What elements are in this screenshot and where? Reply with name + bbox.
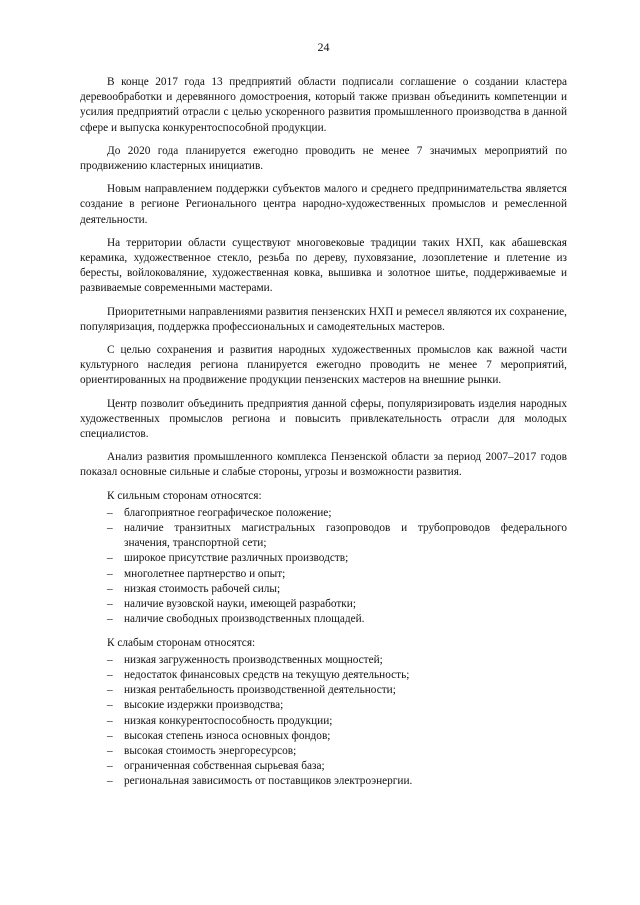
document-page — [80, 0, 567, 798]
list-item: – наличие транзитных магистральных газопроводов и трубопроводов федерального значения, транспортной сети; — [107, 522, 567, 550]
list-item: – недостаток финансовых средств на текущую деятельность; — [80, 668, 567, 683]
paragraph-center-goals: Центр позволит объединить предприятия данной сферы, популяризировать изделия народных художественных промыслов региона и повысить привлекательность отрасли для молодых специалистов. — [80, 397, 567, 441]
list-item: – благоприятное географическое положение; — [80, 506, 567, 521]
list-item: – наличие свободных производственных площадей. — [80, 612, 567, 627]
dash-marker: – — [107, 613, 113, 626]
dash-marker: – — [107, 582, 113, 595]
list-item: – широкое присутствие различных производств; — [80, 551, 567, 566]
paragraph-priorities: Приоритетными направлениями развития пензенских НХП и ремесел являются их сохранение, популяризация, поддержка профессиональных и самодеятельных мастеров. — [80, 305, 567, 333]
list-item: – наличие вузовской науки, имеющей разработки; — [80, 597, 567, 612]
list-item: – многолетнее партнерство и опыт; — [80, 567, 567, 582]
dash-marker: – — [107, 760, 113, 773]
dash-marker: – — [107, 729, 113, 742]
list-item: – высокая стоимость энергоресурсов; — [80, 744, 567, 759]
strengths-heading: К сильным сторонам относятся: — [107, 489, 262, 502]
dash-marker: – — [107, 684, 113, 697]
paragraph-analysis: Анализ развития промышленного комплекса Пензенской области за период 2007–2017 годов показал основные сильные и слабые стороны, угрозы и возможности развития. — [80, 451, 567, 479]
paragraph-preservation: С целью сохранения и развития народных художественных промыслов как важной части культурного наследия региона планируется ежегодно проводить не менее 7 мероприятий, ориентированных на продвижение продукции пензенских мастеров на внешние рынки. — [80, 344, 567, 387]
list-item: – ограниченная собственная сырьевая база; — [80, 759, 567, 774]
dash-marker: – — [107, 506, 113, 519]
paragraph-cluster-events: До 2020 года планируется ежегодно проводить не менее 7 значимых мероприятий по продвижению кластерных инициатив. — [80, 144, 567, 173]
list-item: – низкая рентабельность производственной деятельности; — [80, 683, 567, 698]
dash-marker: – — [107, 653, 113, 666]
dash-marker: – — [107, 699, 113, 712]
list-item: – низкая стоимость рабочей силы; — [80, 582, 567, 597]
list-item: – региональная зависимость от поставщиков электроэнергии. — [80, 774, 567, 789]
paragraph-cluster-agreement: В конце 2017 года 13 предприятий области подписали соглашение о создании кластера деревообработки и деревянного домостроения, который также призван объединить компетенции и усилия предприятий отрасли с целью ускоренного развития промышленного производства в данной сфере и выпуска конкурентоспособной продукции. — [80, 76, 567, 134]
dash-marker: – — [107, 598, 113, 611]
list-item: – низкая конкурентоспособность продукции; — [80, 714, 567, 729]
paragraph-regional-center: Новым направлением поддержки субъектов малого и среднего предпринимательства является создание в регионе Регионального центра народно-художественных промыслов и ремесленной деятельности. — [80, 183, 567, 226]
page-number: 24 — [317, 40, 330, 54]
dash-marker: – — [107, 552, 113, 565]
dash-marker: – — [107, 744, 113, 757]
list-item: – высокие издержки производства; — [80, 698, 567, 713]
dash-marker: – — [107, 567, 113, 580]
weaknesses-list — [80, 653, 567, 790]
dash-marker: – — [107, 714, 113, 727]
weaknesses-heading: К слабым сторонам относятся: — [107, 636, 256, 649]
strengths-list — [80, 506, 567, 628]
list-item: – высокая степень износа основных фондов; — [80, 729, 567, 744]
paragraph-traditions: На территории области существуют многовековые традиции таких НХП, как абашевская керамика, художественное стекло, резьба по дереву, пуховязание, лозоплетение и плетение из бересты, войлоковаляние, художественная ковка, вышивка и золотное шитье, поддерживаемые и развиваемые современными мастерами. — [80, 236, 567, 295]
dash-marker: – — [107, 522, 113, 535]
list-item: – низкая загруженность производственных мощностей; — [80, 653, 567, 668]
dash-marker: – — [107, 668, 113, 681]
dash-marker: – — [107, 775, 113, 788]
